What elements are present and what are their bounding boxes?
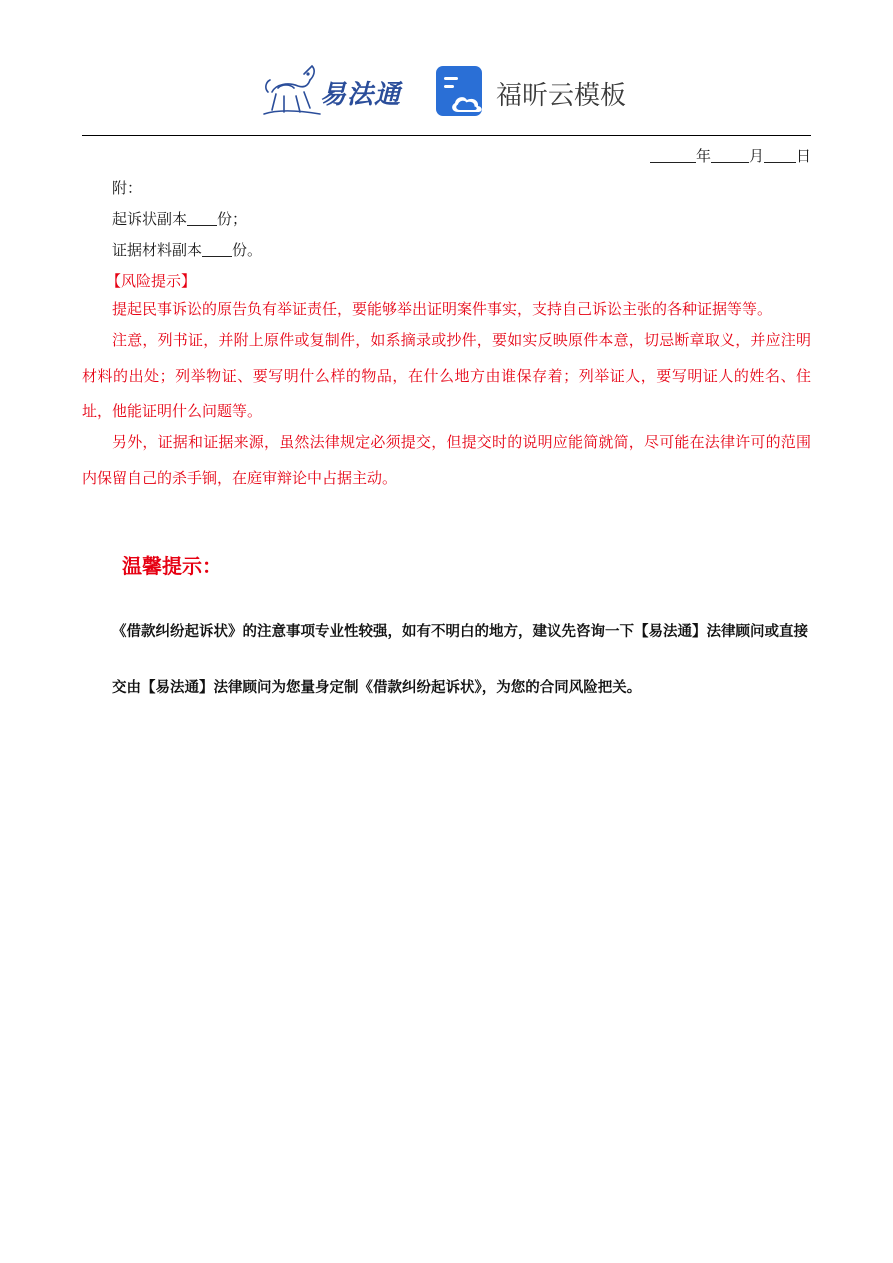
tip-title: 温馨提示：: [122, 554, 222, 578]
copies-blank: [202, 242, 232, 257]
page-header: [0, 56, 893, 126]
attachment-item-label: 起诉状副本: [112, 210, 188, 228]
tip-body: 《借款纠纷起诉状》的注意事项专业性较强，如有不明白的地方，建议先咨询一下【易法通】法律顾问或直接交由【易法通】法律顾问为您量身定制《借款纠纷起诉状》，为您的合同风险把关。: [112, 623, 808, 696]
cloud-document-icon: [436, 66, 488, 118]
qilin-icon: [262, 62, 322, 118]
copies-blank: [187, 211, 217, 226]
attachment-item-evidence: [112, 239, 262, 260]
year-blank: [650, 148, 696, 163]
risk-paragraph-3: 另外，证据和证据来源，虽然法律规定必须提交，但提交时的说明应能简就简，尽可能在法律许可的范围内保留自己的杀手锏，在庭审辩论中占据主动。: [82, 433, 811, 487]
month-label: 月: [748, 147, 764, 165]
year-label: 年: [695, 147, 711, 165]
yifatong-logo: [262, 62, 412, 118]
attachments-heading: 附：: [112, 179, 143, 197]
risk-title: 【风险提示】: [106, 272, 197, 290]
risk-paragraph-2: 注意，列书证，并附上原件或复制件，如系摘录或抄件，要如实反映原件本意，切忌断章取义，并应注明材料的出处；列举物证、要写明什么样的物品，在什么地方由谁保存着；列举证人，要写明证人的姓名、住址，他能证明什么问题等。: [82, 331, 811, 420]
attachment-item-complaint: [112, 208, 247, 229]
day-blank: [764, 148, 796, 163]
brand2-name: 福昕云模板: [496, 81, 627, 111]
month-blank: [711, 148, 749, 163]
attachment-item-unit: 份；: [217, 210, 248, 228]
risk-paragraph-1: 提起民事诉讼的原告负有举证责任，要能够举出证明案件事实，支持自己诉讼主张的各种证据等等。: [112, 300, 773, 318]
attachment-item-label: 证据材料副本: [112, 241, 203, 259]
day-label: 日: [795, 147, 811, 165]
attachment-item-unit: 份。: [232, 241, 263, 259]
brand1-name: 易法通: [320, 80, 402, 110]
date-line: [650, 145, 811, 166]
fuxin-logo: [436, 66, 636, 118]
header-divider: [82, 135, 811, 136]
